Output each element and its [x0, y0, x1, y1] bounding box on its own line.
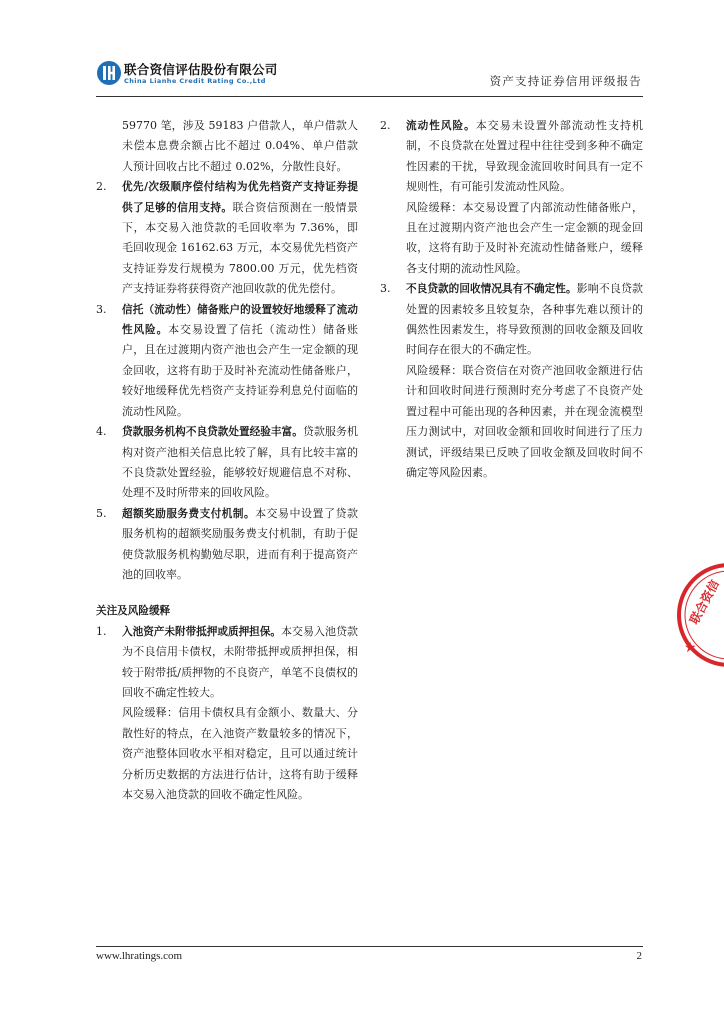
- item-number: 3.: [380, 282, 391, 296]
- item-body: 联合资信预测在一般情景下，本交易入池贷款的毛回收率为 7.36%，即毛回收现金 16162.63 万元，本交易优先档资产支持证券发行规模为 7800.00 万元，优先档资产支持证券将获得资产池回收款的优先偿付。: [122, 200, 358, 296]
- item-body: 影响不良贷款处置的因素较多且较复杂，各种事先难以预计的偶然性因素发生，将导致预测的回收金额及回收时间存在很大的不确定性。: [406, 282, 644, 357]
- risk-item: [96, 622, 358, 806]
- header-divider: [96, 96, 643, 97]
- right-column: [380, 116, 643, 483]
- item-heading: 信托（流动性）储备账户的设置较好地缓释了流动性风险。: [122, 303, 358, 337]
- seal-text: 联合资信: [687, 577, 722, 627]
- risk-mitigation: 风险缓释：信用卡债权具有金额小、数量大、分散性好的特点，在入池资产数量较多的情况下，资产池整体回收水平相对稳定，且可以通过统计分析历史数据的方法进行估计，这将有助于缓释本交易入池贷款的回收不确定性风险。: [122, 706, 358, 801]
- footer-website-link[interactable]: www.lhratings.com: [96, 950, 183, 962]
- footer-divider: [96, 946, 643, 947]
- item-heading: 流动性风险。: [406, 120, 476, 132]
- risk-mitigation: 风险缓释：联合资信在对资产池回收金额进行估计和回收时间进行预测时充分考虑了不良资产处置过程中可能出现的各种因素，并在现金流模型压力测试中，对回收金额和回收时间进行了压力测试，评级结果已反映了回收金额及回收时间不确定等风险因素。: [406, 363, 643, 479]
- item-body: 本交易入池贷款为不良信用卡债权，未附带抵押或质押担保，相较于附带抵/质押物的不良资产，单笔不良债权的回收不确定性较大。: [122, 624, 359, 699]
- item-body: 贷款服务机构对资产池相关信息比较了解，具有比较丰富的不良贷款处置经验，能够较好规避信息不对称、处理不及时所带来的回收风险。: [122, 425, 359, 500]
- list-item: [96, 504, 358, 586]
- svg-text:★: ★: [684, 640, 697, 656]
- company-logo-icon: [96, 60, 122, 86]
- item-number: 5.: [96, 506, 107, 520]
- continued-paragraph: 59770 笔，涉及 59183 户借款人，单户借款人未偿本息费余额占比不超过 0.04%、单户借款人预计回收占比不超过 0.02%，分散性良好。: [122, 119, 358, 173]
- item-heading: 入池资产未附带抵押或质押担保。: [122, 625, 281, 638]
- company-seal-stamp: [674, 560, 724, 670]
- page-number: 2: [636, 950, 642, 962]
- company-name-en: China Lianhe Credit Rating Co.,Ltd: [124, 77, 266, 85]
- item-number: 3.: [96, 302, 107, 316]
- risk-mitigation: 风险缓释：本交易设置了内部流动性储备账户，且在过渡期内资产池也会产生一定金额的现金回收，这将有助于及时补充流动性储备账户，缓释各支付期的流动性风险。: [406, 200, 643, 275]
- risk-item: [380, 116, 643, 279]
- item-number: 1.: [96, 624, 107, 638]
- left-column: [96, 116, 358, 805]
- list-item: [96, 422, 358, 504]
- item-heading: 优先/次级顺序偿付结构为优先档资产支持证券提供了足够的信用支持。: [122, 181, 358, 214]
- item-heading: 不良贷款的回收情况具有不确定性。: [406, 283, 577, 296]
- item-body: 本交易未设置外部流动性支持机制，不良贷款在处置过程中往往受到多种不确定性因素的干扰，导致现金流回收时间具有一定不规则性，有可能引发流动性风险。: [406, 119, 644, 194]
- item-body: 本交易设置了信托（流动性）储备账户，且在过渡期内资产池也会产生一定金额的现金回收，这将有助于及时补充流动性储备账户，较好地缓释优先档资产支持证券利息兑付面临的流动性风险。: [122, 323, 359, 418]
- item-body: 本交易中设置了贷款服务机构的超额奖励服务费支付机制，有助于促使贷款服务机构勤勉尽职，进而有利于提高资产池的回收率。: [122, 506, 359, 581]
- list-item: [96, 177, 358, 299]
- item-heading: 贷款服务机构不良贷款处置经验丰富。: [122, 426, 303, 439]
- company-name-cn: 联合资信评估股份有限公司: [124, 62, 278, 77]
- section-heading: 关注及风险缓释: [96, 605, 171, 618]
- item-number: 2.: [96, 180, 107, 194]
- item-number: 4.: [96, 425, 107, 439]
- item-number: 2.: [380, 119, 391, 132]
- page-header: [96, 58, 642, 98]
- list-item: [96, 300, 358, 422]
- risk-item: [380, 279, 643, 483]
- report-title: 资产支持证券信用评级报告: [489, 74, 642, 88]
- item-heading: 超额奖励服务费支付机制。: [122, 507, 256, 520]
